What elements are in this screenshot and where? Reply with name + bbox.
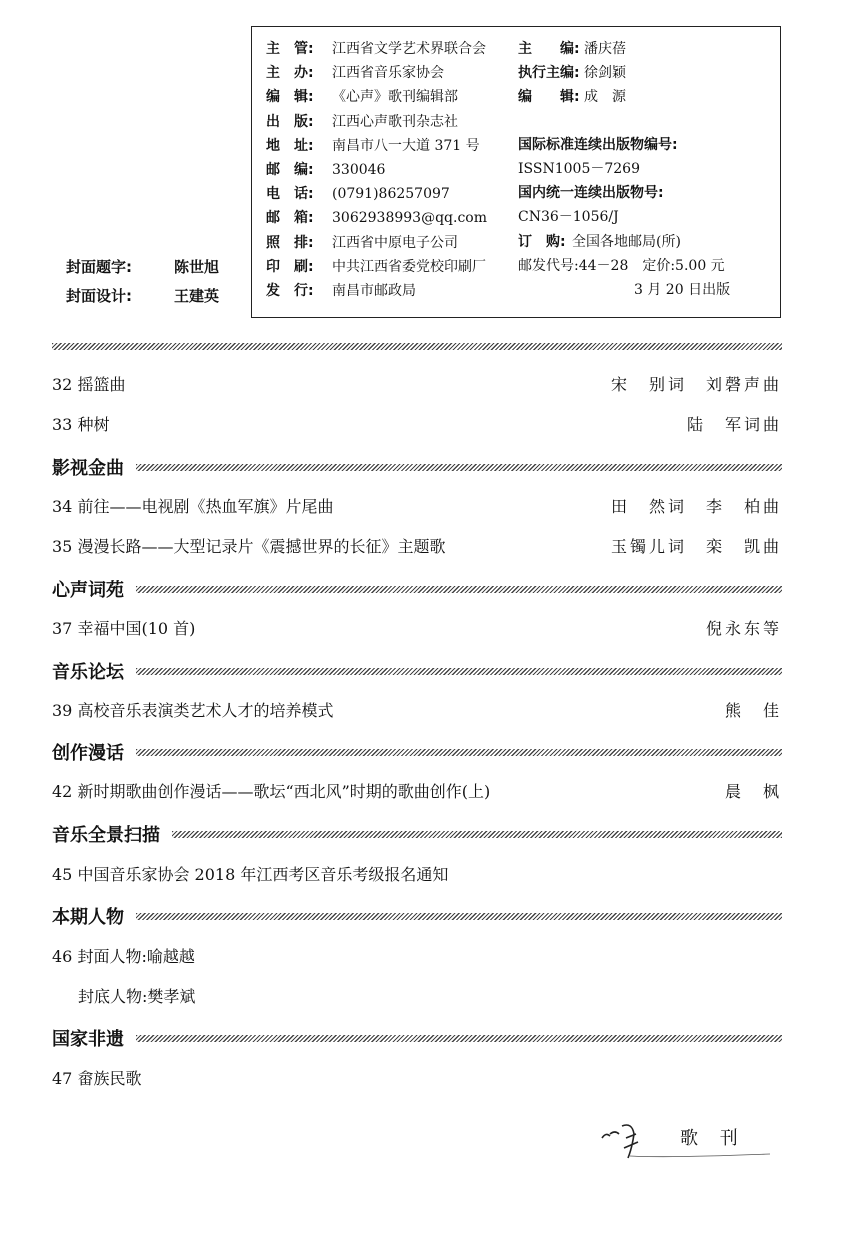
masthead-value: 江西省中原电子公司 [332,234,458,251]
entry-title: 32 摇篮曲 [52,375,126,394]
section-hatch-rule [136,749,782,756]
masthead-label: 邮 箱: [266,210,314,227]
section-title: 本期人物 [52,907,124,928]
masthead-value: 成 源 [584,89,626,105]
entry-title: 47 畲族民歌 [52,1069,142,1088]
entry-author: 宋 别词 刘磬声曲 [610,375,782,394]
entry-title: 45 中国音乐家协会 2018 年江西考区音乐考级报名通知 [52,865,449,884]
masthead-label: 执行主编: [518,65,580,81]
masthead-value: 江西省音乐家协会 [332,65,444,82]
section-title: 音乐全景扫描 [52,825,160,846]
masthead-value: CN36－1056/J [518,209,619,225]
entry-title: 封底人物:樊孝斌 [78,987,196,1006]
section-title: 心声词苑 [52,580,124,601]
masthead-value: 3 月 20 日出版 [634,282,731,298]
masthead-value: 3062938993@qq.com [332,210,487,227]
section-hatch-rule [136,1035,782,1042]
credit-label: 封面题字: [66,258,132,276]
section-hatch-rule [136,913,782,920]
masthead-value: (0791)86257097 [332,186,450,203]
masthead-label: 国内统一连续出版物号: [518,185,664,201]
entry-title: 42 新时期歌曲创作漫话——歌坛“西北风”时期的歌曲创作(上) [52,782,491,801]
entry-author: 玉镯儿词 栾 凯曲 [610,537,782,556]
masthead-label: 发 行: [266,283,314,299]
masthead-label: 地 址: [266,137,314,154]
masthead-label: 国际标准连续出版物编号: [518,137,678,153]
section-hatch-rule [172,831,782,838]
masthead-value: 南昌市八一大道 371 号 [332,137,480,154]
masthead-label: 出 版: [266,113,314,130]
section-title: 创作漫话 [52,743,124,764]
section-heading [52,823,782,845]
masthead-label: 订 购: [518,234,566,250]
masthead-label: 邮 编: [266,162,314,178]
toc-entry [52,864,782,886]
entry-author: 熊 佳 [724,701,782,720]
section-heading [52,660,782,682]
toc-entry [52,700,782,722]
entry-author: 陆 军词曲 [686,415,782,434]
masthead-value: ISSN1005－7269 [518,161,640,177]
masthead-value: 中共江西省委党校印刷厂 [332,258,486,275]
section-heading [52,905,782,927]
toc-entry [52,1068,782,1090]
toc-entry [52,536,782,558]
entry-title: 35 漫漫长路——大型记录片《震撼世界的长征》主题歌 [52,537,446,556]
section-title: 音乐论坛 [52,662,124,683]
entry-author: 田 然词 李 柏曲 [610,497,782,516]
entry-title: 39 高校音乐表演类艺术人才的培养模式 [52,701,334,720]
toc-entry [52,374,782,396]
logo-text: 歌 刊 [680,1128,746,1149]
toc-entry [52,618,782,640]
masthead-box [251,26,781,318]
section-hatch-rule [136,586,782,593]
masthead-value: 《心声》歌刊编辑部 [332,89,458,106]
section-heading [52,741,782,763]
entry-title: 46 封面人物:喻越越 [52,947,195,966]
section-title: 影视金曲 [52,458,124,479]
entry-author: 晨 枫 [724,782,782,801]
magazine-logo [600,1120,780,1164]
toc-entry [52,496,782,518]
masthead-label: 编 辑: [266,89,314,106]
masthead-label: 照 排: [266,234,314,251]
credit-row [66,256,220,277]
masthead-label: 电 话: [266,186,314,203]
toc-entry [52,986,782,1008]
masthead-value: 潘庆蓓 [584,41,626,57]
entry-title: 33 种树 [52,415,110,434]
section-heading [52,578,782,600]
masthead-label: 主 编: [518,41,580,57]
toc-entry [52,946,782,968]
masthead-value: 江西省文学艺术界联合会 [332,41,486,57]
masthead-label: 主 办: [266,65,314,82]
section-hatch-rule [136,464,782,471]
masthead-label: 印 刷: [266,258,314,275]
entry-title: 34 前往——电视剧《热血军旗》片尾曲 [52,497,334,516]
masthead-value: 徐剑颖 [584,65,626,81]
entry-author: 倪永东等 [705,619,782,638]
masthead-value: 邮发代号:44－28 定价:5.00 元 [518,258,725,274]
masthead-value: 330046 [332,162,386,178]
masthead-value: 全国各地邮局(所) [572,234,681,250]
top-divider [52,343,782,350]
section-hatch-rule [136,668,782,675]
entry-title: 37 幸福中国(10 首) [52,619,196,638]
toc-entry [52,781,782,803]
credit-row [66,285,220,306]
toc-entry [52,414,782,436]
credit-value: 王建英 [174,287,220,305]
masthead-label: 编 辑: [518,89,580,105]
masthead-value: 江西心声歌刊杂志社 [332,113,458,130]
section-title: 国家非遗 [52,1029,124,1050]
section-heading [52,456,782,478]
masthead-value: 南昌市邮政局 [332,283,416,299]
credit-value: 陈世旭 [174,258,220,276]
section-heading [52,1027,782,1049]
credit-label: 封面设计: [66,287,132,305]
masthead-label: 主 管: [266,41,314,57]
